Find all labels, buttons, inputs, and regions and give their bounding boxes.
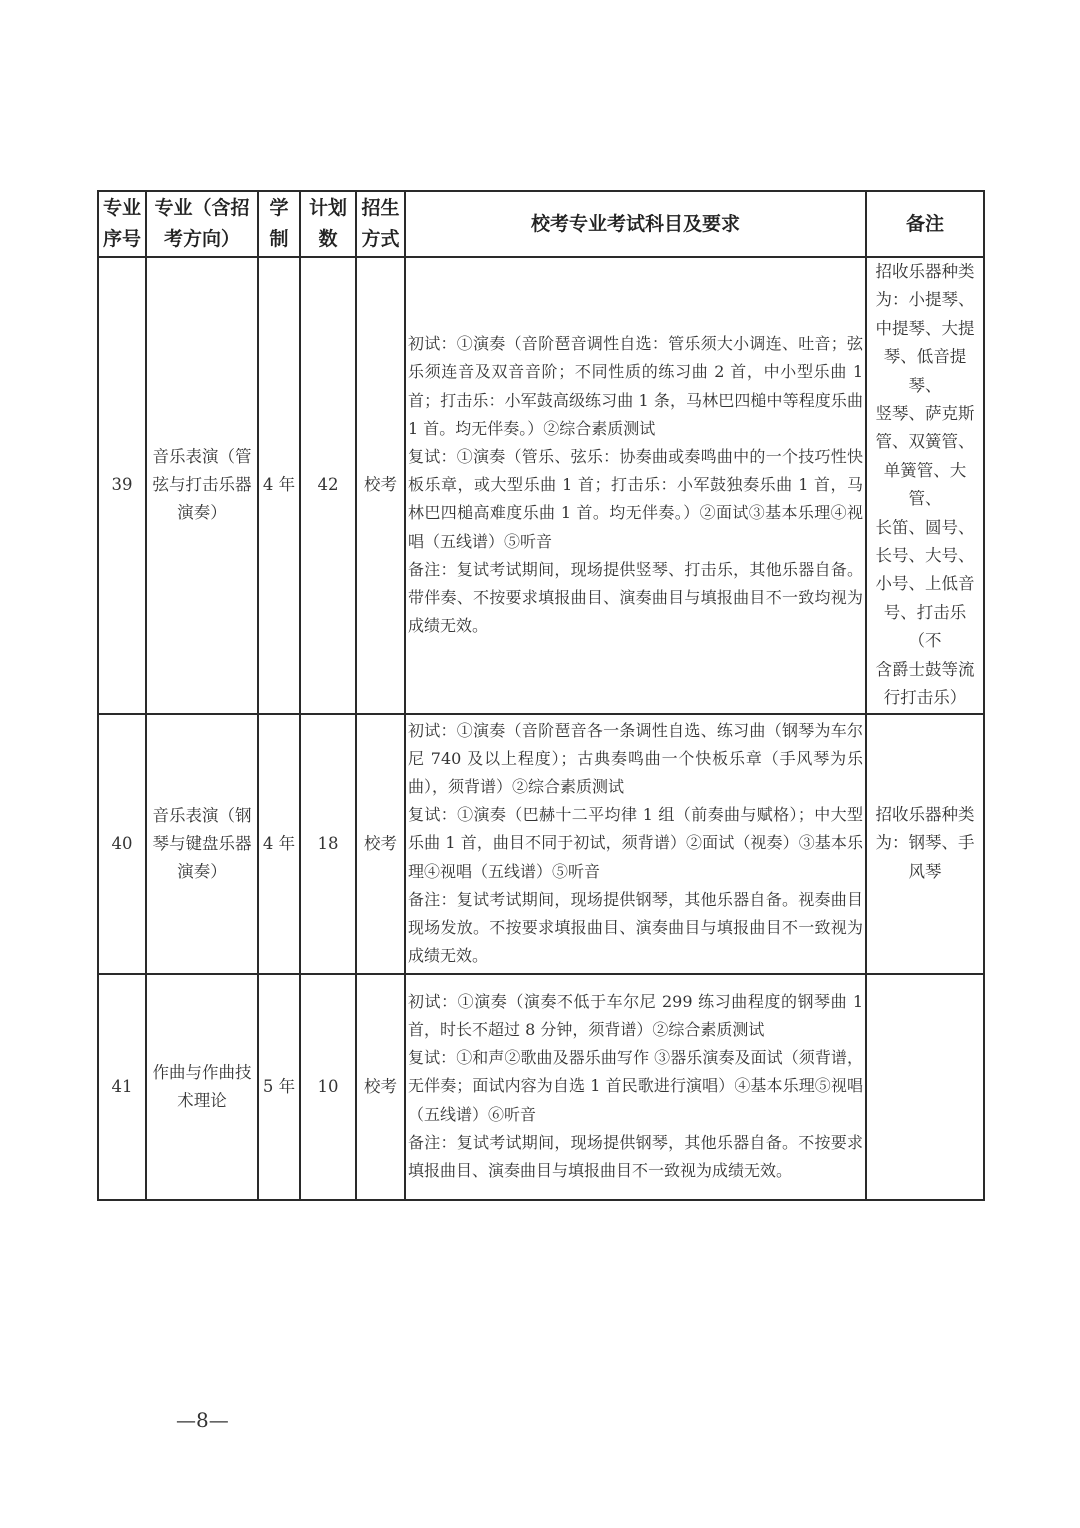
requirement-retest: 复试：①和声②歌曲及器乐曲写作 ③器乐演奏及面试（须背谱，无伴奏；面试内容为自选 1 首民歌进行演唱）④基本乐理⑤视唱（五线谱）⑥听音	[408, 1048, 863, 1124]
quota-cell: 18	[300, 714, 356, 974]
requirements-cell	[405, 974, 866, 1200]
header-row	[98, 191, 984, 257]
header-major: 专业（含招 考方向）	[146, 191, 258, 257]
header-quota: 计划 数	[300, 191, 356, 257]
requirement-remark: 备注：复试考试期间，现场提供钢琴，其他乐器自备。视奏曲目现场发放。不按要求填报曲目、演奏曲目与填报曲目不一致视为成绩无效。	[408, 889, 863, 966]
major-cell: 音乐表演（管 弦与打击乐器 演奏）	[146, 257, 258, 714]
method-cell: 校考	[356, 974, 405, 1200]
requirement-retest: 复试：①演奏（巴赫十二平均律 1 组（前奏曲与赋格）；中大型乐曲 1 首，曲目不同于初试，须背谱）②面试（视奏）③基本乐理④视唱（五线谱）⑤听音	[408, 805, 863, 881]
requirements-cell	[405, 714, 866, 974]
requirements-cell	[405, 257, 866, 714]
header-requirements: 校考专业考试科目及要求	[405, 191, 866, 257]
requirement-preliminary: 初试：①演奏（演奏不低于车尔尼 299 练习曲程度的钢琴曲 1 首，时长不超过 8 分钟，须背谱）②综合素质测试	[408, 991, 863, 1039]
admissions-table	[97, 190, 985, 1201]
notes-cell: 招收乐器种类 为：小提琴、 中提琴、大提 琴、低音提琴、 竖琴、萨克斯 管、双簧管、 单簧管、大管、 长笛、圆号、 长号、大号、 小号、上低音 号、打击乐（不 含爵士鼓等流 行打击乐）	[866, 257, 984, 714]
table-row	[98, 974, 984, 1200]
header-notes: 备注	[866, 191, 984, 257]
requirement-remark: 备注：复试考试期间，现场提供竖琴、打击乐，其他乐器自备。带伴奏、不按要求填报曲目、演奏曲目与填报曲目不一致均视为成绩无效。	[408, 559, 863, 636]
method-cell: 校考	[356, 714, 405, 974]
quota-cell: 10	[300, 974, 356, 1200]
requirement-retest: 复试：①演奏（管乐、弦乐：协奏曲或奏鸣曲中的一个技巧性快板乐章，或大型乐曲 1 首；打击乐：小军鼓独奏乐曲 1 首，马林巴四槌高难度乐曲 1 首。均无伴奏。）②面试③基本乐理④视唱（五线谱）⑤听音	[408, 446, 863, 551]
notes-cell	[866, 974, 984, 1200]
header-seq: 专业 序号	[98, 191, 146, 257]
duration-cell: 5 年	[258, 974, 300, 1200]
requirement-remark: 备注：复试考试期间，现场提供钢琴，其他乐器自备。不按要求填报曲目、演奏曲目与填报曲目不一致视为成绩无效。	[408, 1132, 863, 1180]
header-duration: 学 制	[258, 191, 300, 257]
page-number: —8—	[176, 1408, 229, 1432]
table-row	[98, 714, 984, 974]
seq-cell: 40	[98, 714, 146, 974]
method-cell: 校考	[356, 257, 405, 714]
requirement-preliminary: 初试：①演奏（音阶琶音各一条调性自选、练习曲（钢琴为车尔尼 740 及以上程度）；古典奏鸣曲一个快板乐章（手风琴为乐曲），须背谱）②综合素质测试	[408, 720, 863, 796]
table-row	[98, 257, 984, 714]
seq-cell: 39	[98, 257, 146, 714]
duration-cell: 4 年	[258, 714, 300, 974]
header-method: 招生 方式	[356, 191, 405, 257]
quota-cell: 42	[300, 257, 356, 714]
major-cell: 音乐表演（钢 琴与键盘乐器 演奏）	[146, 714, 258, 974]
requirement-preliminary: 初试：①演奏（音阶琶音调性自选：管乐须大小调连、吐音；弦乐须连音及双音音阶；不同性质的练习曲 2 首，中小型乐曲 1 首；打击乐：小军鼓高级练习曲 1 条，马林巴四槌中等程度乐曲 1 首。均无伴奏。）②综合素质测试	[408, 334, 863, 438]
seq-cell: 41	[98, 974, 146, 1200]
notes-cell: 招收乐器种类 为：钢琴、手 风琴	[866, 714, 984, 974]
major-cell: 作曲与作曲技 术理论	[146, 974, 258, 1200]
duration-cell: 4 年	[258, 257, 300, 714]
